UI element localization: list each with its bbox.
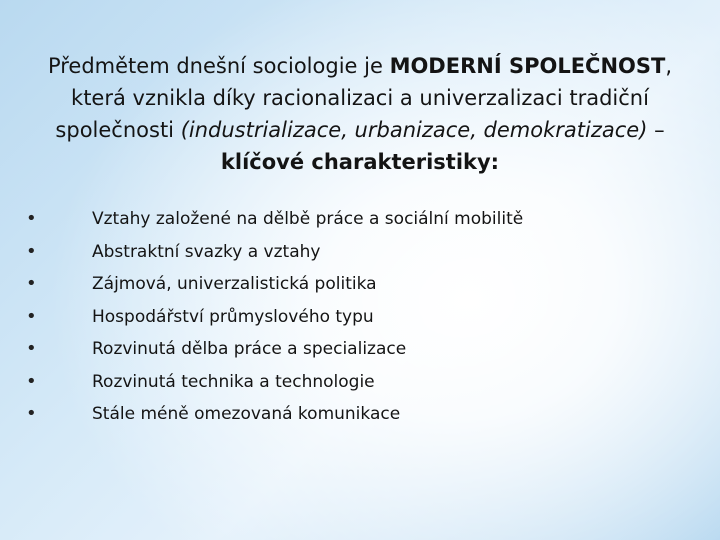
list-item-text: Zájmová, univerzalistická politika: [92, 274, 377, 294]
list-item: [26, 398, 523, 431]
bullet-icon: •: [26, 273, 37, 294]
list-item-text: Vztahy založené na dělbě práce a sociální mobilitě: [92, 209, 524, 229]
list-item: [26, 236, 523, 269]
heading-emphasis-key-characteristics: klíčové charakteristiky:: [220, 150, 500, 174]
list-item: [26, 268, 523, 301]
bullet-icon: •: [26, 338, 37, 359]
bullet-icon: •: [26, 370, 37, 392]
list-item-text: Hospodářství průmyslového typu: [92, 306, 374, 327]
list-item-text: Rozvinutá technika a technologie: [92, 371, 375, 392]
list-item: [26, 333, 523, 366]
bullet-icon: •: [26, 208, 37, 229]
bullet-icon: •: [26, 403, 37, 424]
list-item-text: Stále méně omezovaná komunikace: [92, 404, 401, 424]
bullet-list: [26, 203, 523, 431]
heading-dash: –: [647, 118, 665, 142]
list-item: [26, 301, 523, 334]
bullet-icon: •: [26, 240, 37, 262]
bullet-icon: •: [26, 305, 37, 327]
heading-text-2: , která vznikla díky racionalizaci a univerzalizaci tradiční společnosti: [55, 54, 673, 142]
heading-italic-processes: (industrializace, urbanizace, demokratizace): [180, 118, 648, 142]
heading-text-1: Předmětem dnešní sociologie je: [47, 54, 390, 78]
slide-heading: [40, 50, 680, 178]
list-item-text: Abstraktní svazky a vztahy: [92, 241, 321, 262]
list-item: [26, 366, 523, 399]
heading-emphasis-modern-society: MODERNÍ SPOLEČNOST: [389, 54, 666, 78]
list-item: [26, 203, 523, 236]
list-item-text: Rozvinutá dělba práce a specializace: [92, 339, 407, 359]
